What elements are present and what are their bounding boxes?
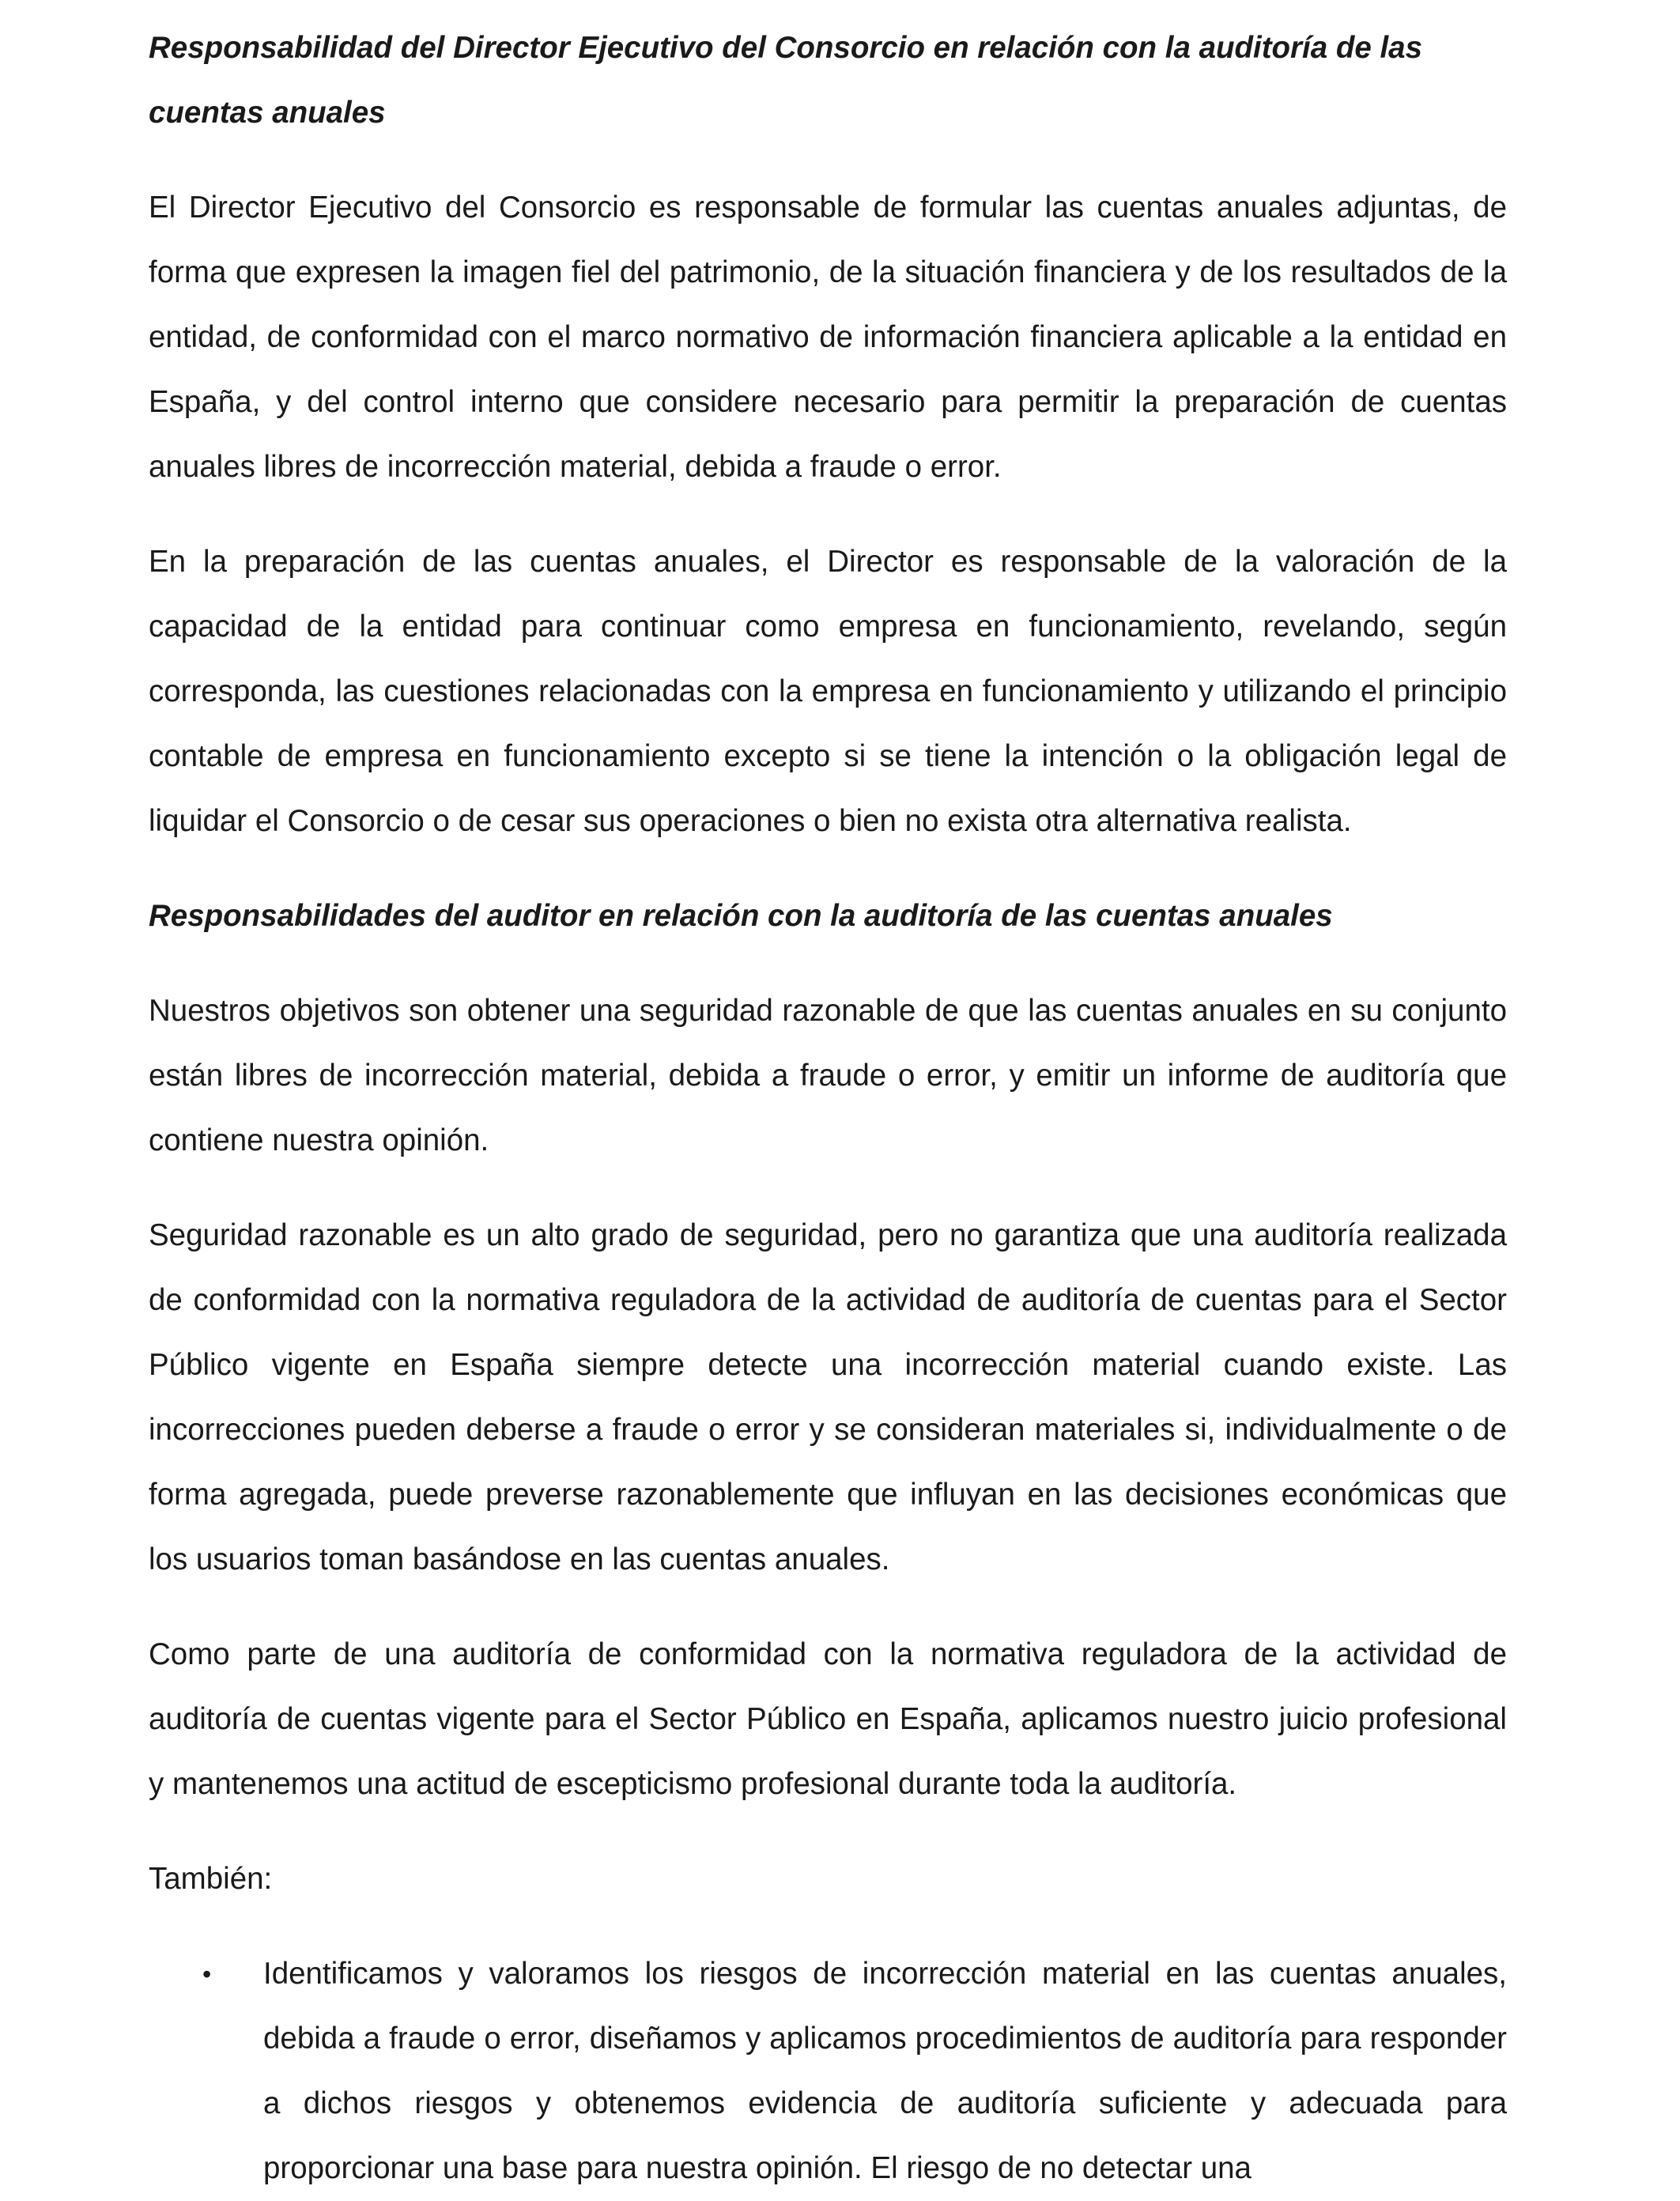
section-heading-director: Responsabilidad del Director Ejecutivo del Consorcio en relación con la auditoría de las cuentas anuales bbox=[149, 31, 1422, 130]
bullet-text: Identificamos y valoramos los riesgos de incorrección material en las cuentas anuales, debida a fraude o error, diseñamos y aplicamos procedimientos de auditoría para responder a dichos riesgos y obtenemos evidencia de auditoría suficiente y adecuada para proporcionar una base para nuestra opinión. El riesgo de no detectar una bbox=[263, 1957, 1507, 2185]
list-item bbox=[149, 1942, 1507, 2201]
paragraph-director-responsibility: El Director Ejecutivo del Consorcio es responsable de formular las cuentas anuales adjuntas, de forma que expresen la imagen fiel del patrimonio, de la situación financiera y de los resultados de la entidad, de conformidad con el marco normativo de información financiera aplicable a la entidad en España, y del control interno que considere necesario para permitir la preparación de cuentas anuales libres de incorrección material, debida a fraude o error. bbox=[149, 191, 1507, 484]
paragraph-professional-judgement: Como parte de una auditoría de conformidad con la normativa reguladora de la actividad de auditoría de cuentas vigente para el Sector Público en España, aplicamos nuestro juicio profesional y mantenemos una actitud de escepticismo profesional durante toda la auditoría. bbox=[149, 1637, 1507, 1801]
paragraph-reasonable-assurance: Seguridad razonable es un alto grado de seguridad, pero no garantiza que una auditoría realizada de conformidad con la normativa reguladora de la actividad de auditoría de cuentas para el Sector Público vigente en España siempre detecte una incorrección material cuando existe. Las incorrecciones pueden deberse a fraude o error y se consideran materiales si, individualmente o de forma agregada, puede preverse razonablemente que influyan en las decisiones económicas que los usuarios toman basándose en las cuentas anuales. bbox=[149, 1218, 1507, 1576]
paragraph-going-concern: En la preparación de las cuentas anuales, el Director es responsable de la valoración de la capacidad de la entidad para continuar como empresa en funcionamiento, revelando, según corresponda, las cuestiones relacionadas con la empresa en funcionamiento y utilizando el principio contable de empresa en funcionamiento excepto si se tiene la intención o la obligación legal de liquidar el Consorcio o de cesar sus operaciones o bien no exista otra alternativa realista. bbox=[149, 545, 1507, 838]
document-page bbox=[149, 16, 1507, 2201]
section-heading-auditor: Responsabilidades del auditor en relación con la auditoría de las cuentas anuales bbox=[149, 899, 1333, 933]
paragraph-also: También: bbox=[149, 1862, 273, 1896]
paragraph-objectives: Nuestros objetivos son obtener una seguridad razonable de que las cuentas anuales en su conjunto están libres de incorrección material, debida a fraude o error, y emitir un informe de auditoría que contiene nuestra opinión. bbox=[149, 994, 1507, 1157]
bullet-list bbox=[149, 1942, 1507, 2201]
bullet-icon: • bbox=[202, 1960, 212, 1988]
